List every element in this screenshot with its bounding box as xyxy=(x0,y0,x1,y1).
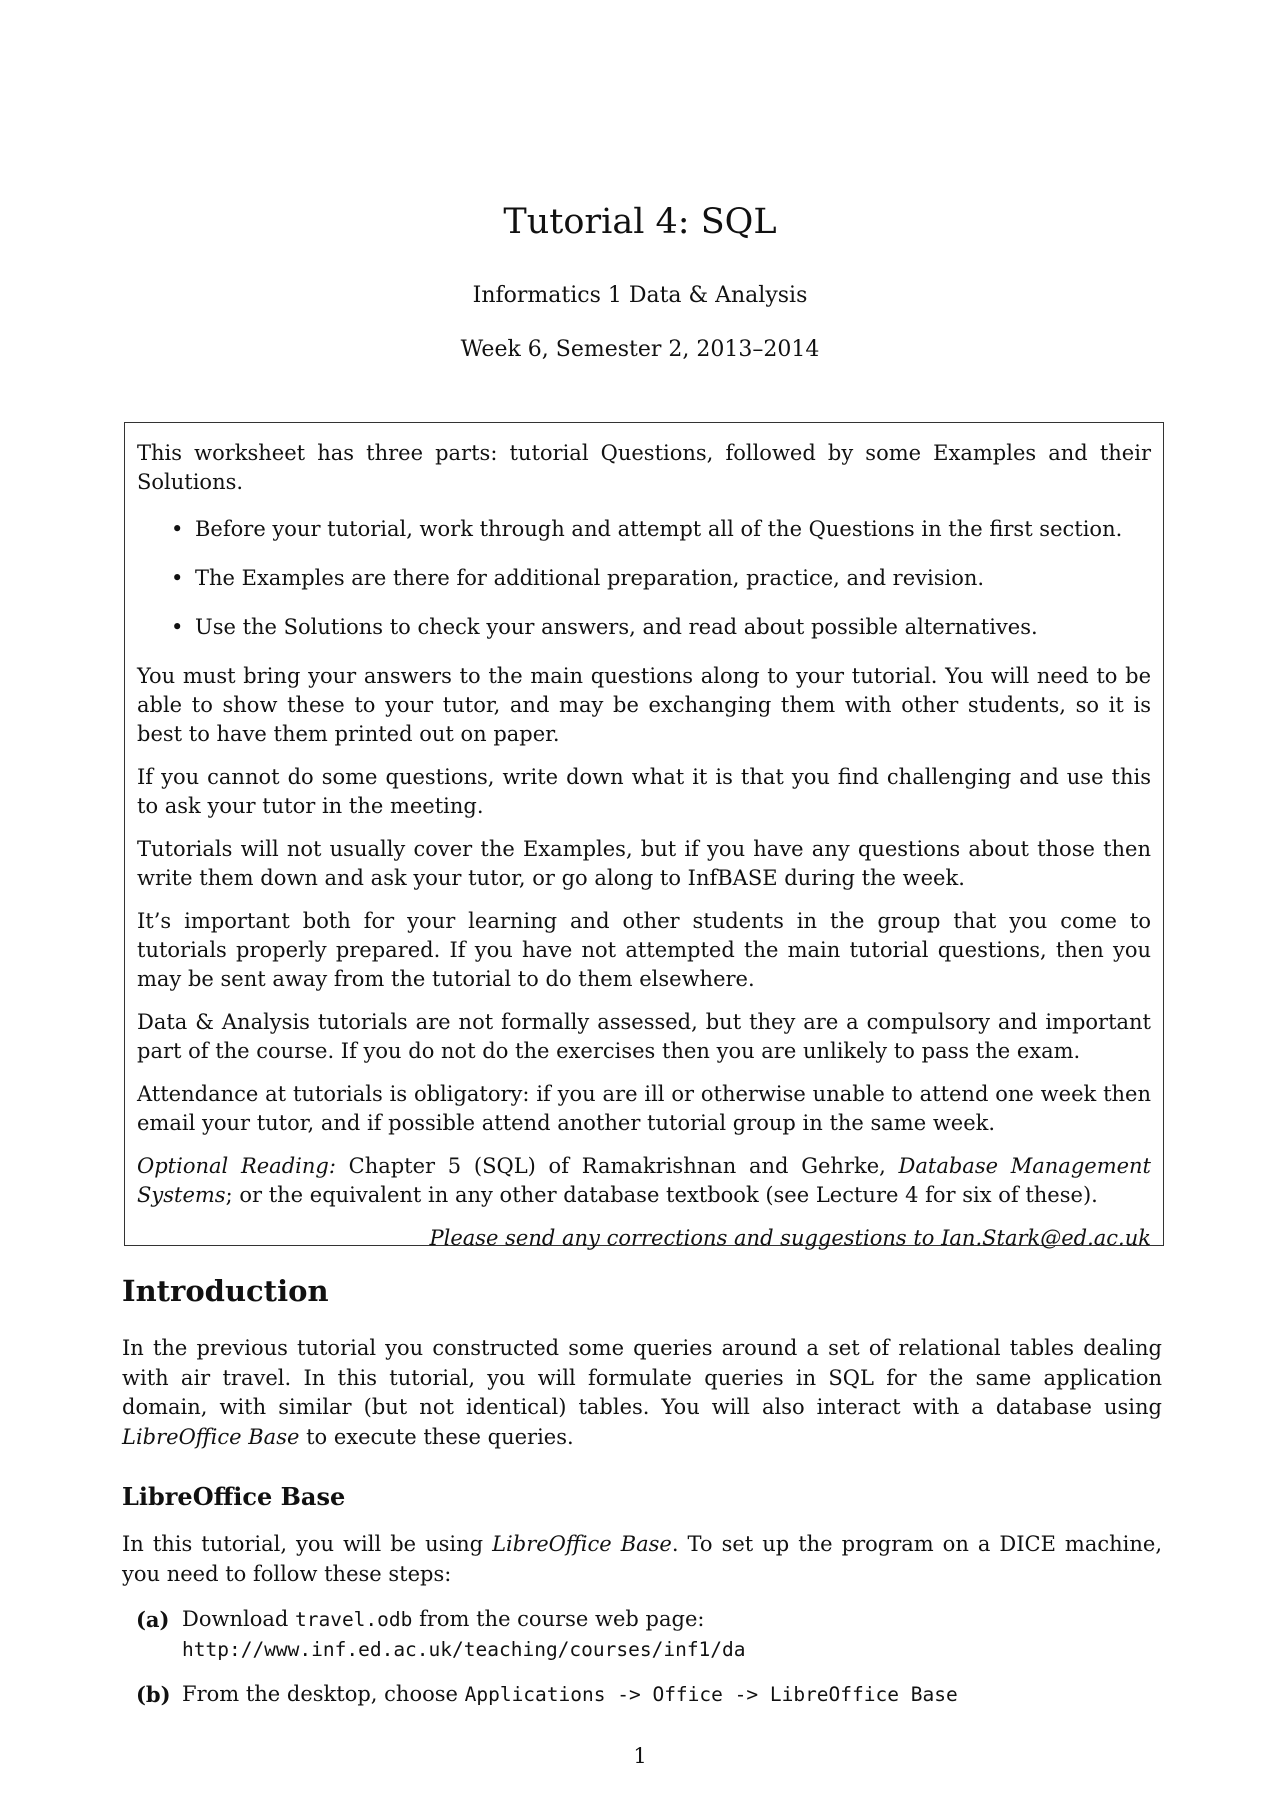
step-body xyxy=(182,1605,1196,1664)
box-intro: This worksheet has three parts: tutorial Questions, followed by some Examples and their Solutions. xyxy=(137,441,1151,494)
step-text: From the desktop, choose xyxy=(182,1682,465,1706)
instructions-box xyxy=(124,422,1164,1250)
libreoffice-text: In this tutorial, you will be using xyxy=(122,1532,493,1556)
step-text: Download xyxy=(182,1607,295,1631)
app-name: LibreOffice Base xyxy=(122,1424,300,1449)
step-item xyxy=(136,1680,1196,1710)
instructions-bullet-list xyxy=(137,515,1151,642)
optional-reading-text-end: ; or the equivalent in any other database textbook (see Lecture 4 for six of these). xyxy=(225,1183,1098,1207)
optional-reading-text: Chapter 5 (SQL) of Ramakrishnan and Gehrke, xyxy=(335,1154,899,1178)
box-paragraph: Tutorials will not usually cover the Examples, but if you have any questions about those then write them down and ask your tutor, or go along to InfBASE during the week. xyxy=(137,837,1151,890)
box-paragraph: You must bring your answers to the main questions along to your tutorial. You will need to be able to show these to your tutor, and may be exchanging them with other students, so it is best to have them printed out on paper. xyxy=(137,664,1151,746)
introduction-text-end: to execute these queries. xyxy=(299,1424,574,1449)
libreoffice-heading: LibreOffice Base xyxy=(122,1482,346,1511)
box-paragraph: Data & Analysis tutorials are not formally assessed, but they are a compulsory and important part of the course. If you do not do the exercises then you are unlikely to pass the exam. xyxy=(137,1010,1151,1063)
box-paragraph: It’s important both for your learning and other students in the group that you come to tutorials properly prepared. If you have not attempted the main tutorial questions, then you may be sent away from the tutorial to do them elsewhere. xyxy=(137,909,1151,991)
step-item xyxy=(136,1605,1196,1664)
bullet-item: • The Examples are there for additional preparation, practice, and revision. xyxy=(171,564,1151,593)
step-text: from the course web page: xyxy=(412,1607,705,1631)
bullet-item: • Before your tutorial, work through and attempt all of the Questions in the first section. xyxy=(171,515,1151,544)
step-label: (a) xyxy=(136,1607,170,1632)
book-title: Database Management Systems xyxy=(137,1154,1151,1207)
introduction-text: In the previous tutorial you constructed some queries around a set of relational tables dealing with air travel. In this tutorial, you will formulate queries in SQL for the same application domain, with similar (but not identical) tables. You will also interact with a database using xyxy=(122,1336,1162,1419)
corrections-note: Please send any corrections and suggestions to Ian.Stark@ed.ac.uk xyxy=(429,1226,1151,1250)
file-name: travel.odb xyxy=(294,1608,413,1631)
introduction-heading: Introduction xyxy=(122,1274,329,1308)
box-paragraph: If you cannot do some questions, write down what it is that you find challenging and use this to ask your tutor in the meeting. xyxy=(137,765,1151,818)
week-semester: Week 6, Semester 2, 2013–2014 xyxy=(460,337,820,362)
app-name: LibreOffice Base xyxy=(492,1532,672,1556)
bullet-item: • Use the Solutions to check your answers, and read about possible alternatives. xyxy=(171,613,1151,642)
introduction-paragraph xyxy=(122,1334,1162,1452)
step-body xyxy=(182,1680,1196,1710)
libreoffice-text-end: . To set up the program on a DICE machine, you need to follow these steps: xyxy=(122,1532,1162,1586)
libreoffice-paragraph xyxy=(122,1530,1162,1589)
menu-path: Applications -> Office -> LibreOffice Base xyxy=(464,1683,958,1706)
setup-steps-list xyxy=(136,1605,1196,1726)
step-label: (b) xyxy=(136,1682,171,1707)
optional-reading-label: Optional Reading: xyxy=(137,1154,336,1178)
optional-reading xyxy=(137,1152,1151,1210)
box-paragraph: Attendance at tutorials is obligatory: if you are ill or otherwise unable to attend one week then email your tutor, and if possible attend another tutorial group in the same week. xyxy=(137,1082,1151,1135)
document-title: Tutorial 4: SQL xyxy=(503,202,777,242)
course-name: Informatics 1 Data & Analysis xyxy=(472,283,808,308)
course-url: http://www.inf.ed.ac.uk/teaching/courses/inf1/da xyxy=(182,1637,746,1661)
page-number: 1 xyxy=(633,1744,647,1768)
